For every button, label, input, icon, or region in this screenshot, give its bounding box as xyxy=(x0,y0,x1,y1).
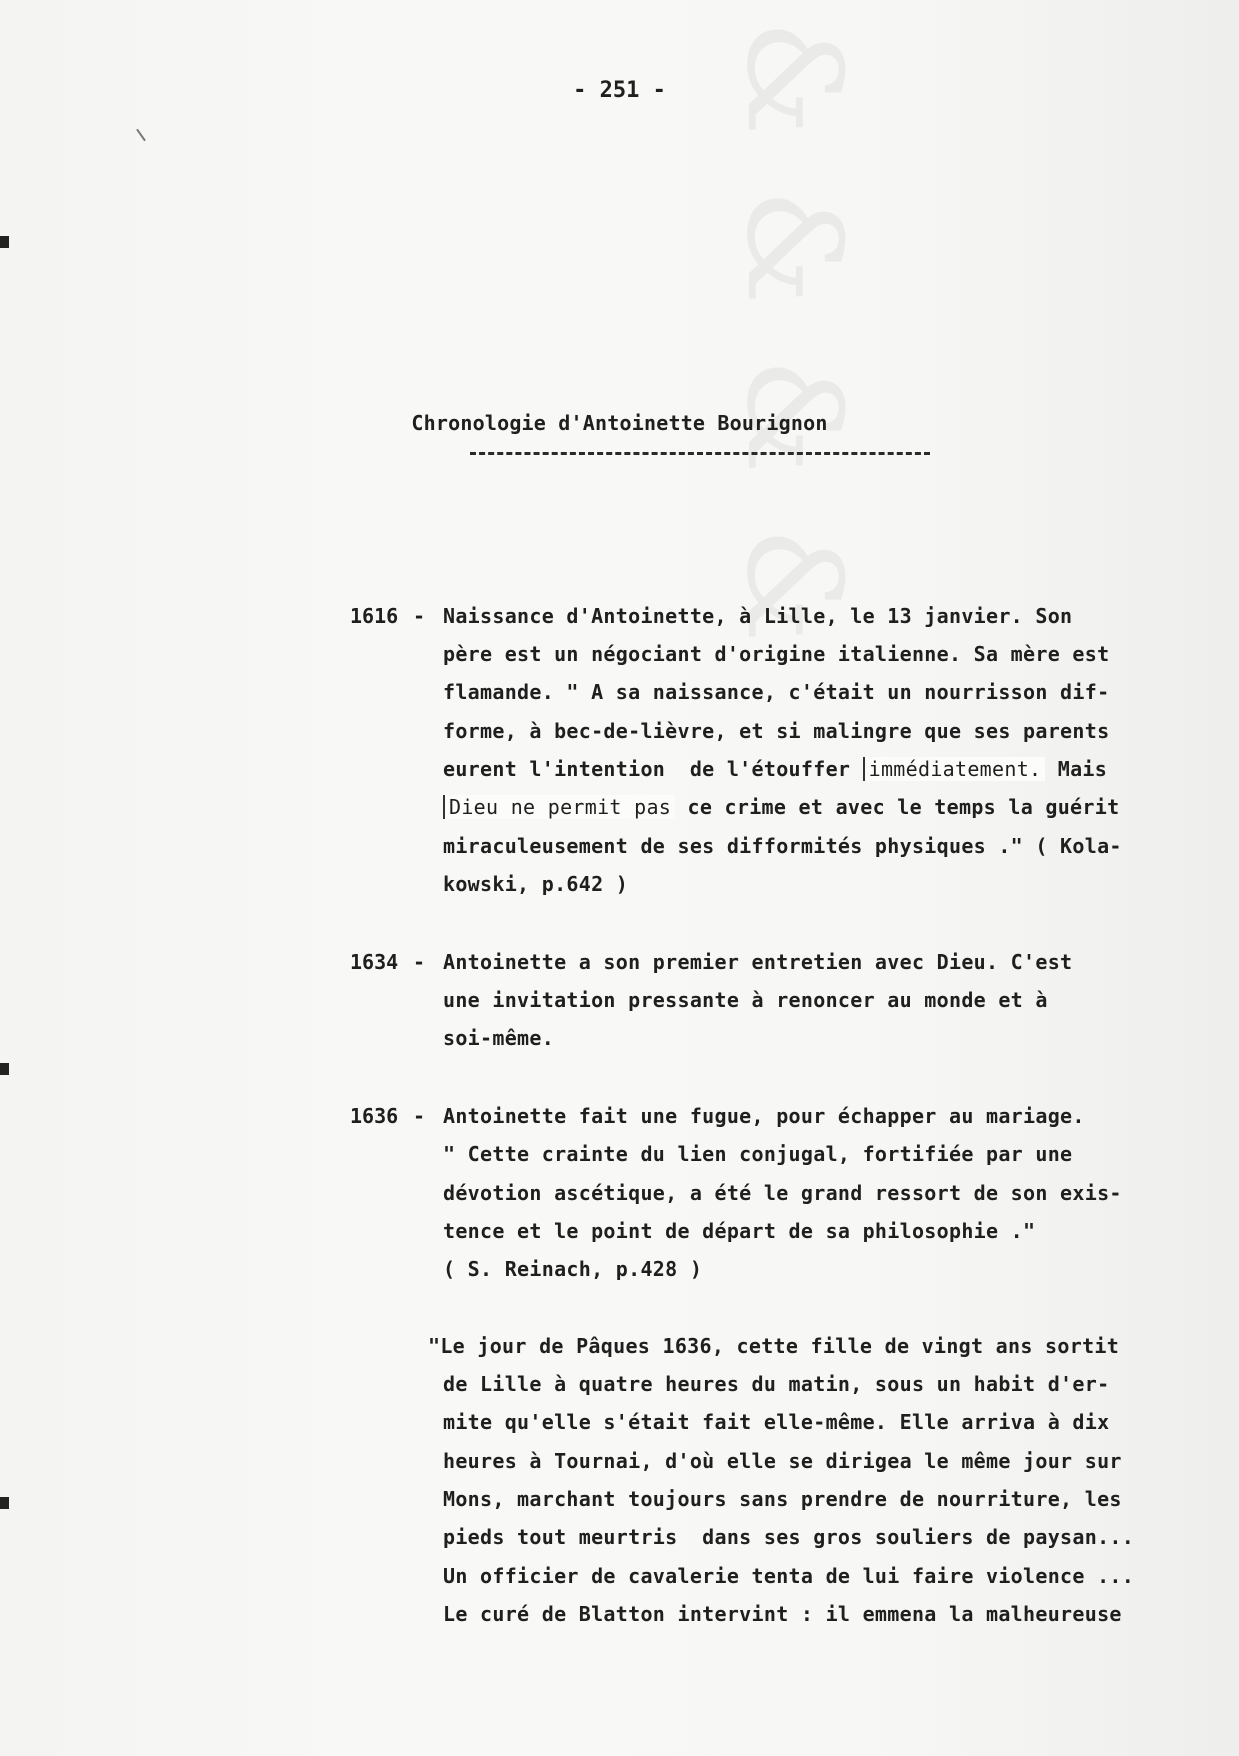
watermark-backdrop: & & & & xyxy=(718,20,870,649)
entry-line: eurent l'intention de l'étouffer immédiatement. Mais xyxy=(443,757,1108,781)
quote-line: Mons, marchant toujours sans prendre de nourriture, les xyxy=(443,1487,1122,1511)
entry-line: kowski, p.642 ) xyxy=(443,872,629,896)
quote-line: Le curé de Blatton intervint : il emmena la malheureuse xyxy=(443,1602,1122,1626)
title-underline xyxy=(470,452,930,459)
entry-dash: - xyxy=(413,604,426,628)
quote-line: pieds tout meurtris dans ses gros souliers de paysan... xyxy=(443,1525,1135,1549)
entry-line: flamande. " A sa naissance, c'était un nourrisson dif- xyxy=(443,680,1110,704)
quote-line: heures à Tournai, d'où elle se dirigea le même jour sur xyxy=(443,1449,1122,1473)
entry-dash: - xyxy=(413,950,426,974)
entry-line: Naissance d'Antoinette, à Lille, le 13 janvier. Son xyxy=(443,604,1073,628)
entry-year: 1634 xyxy=(350,950,399,974)
quote-line: "Le jour de Pâques 1636, cette fille de vingt ans sortit xyxy=(428,1334,1120,1358)
entry-year: 1636 xyxy=(350,1104,399,1128)
binding-mark xyxy=(0,1497,9,1509)
entry-line: Antoinette a son premier entretien avec Dieu. C'est xyxy=(443,950,1073,974)
entry-line: tence et le point de départ de sa philosophie ." xyxy=(443,1219,1036,1243)
entry-line: forme, à bec-de-lièvre, et si malingre que ses parents xyxy=(443,719,1110,743)
pasted-correction: Dieu ne permit pas xyxy=(443,795,675,819)
entry-line: Antoinette fait une fugue, pour échapper au mariage. xyxy=(443,1104,1085,1128)
entry-line: père est un négociant d'origine italienne. Sa mère est xyxy=(443,642,1110,666)
quote-line: mite qu'elle s'était fait elle-même. Elle arriva à dix xyxy=(443,1410,1110,1434)
pasted-correction: immédiatement. xyxy=(863,757,1046,781)
entry-line: Dieu ne permit pas ce crime et avec le temps la guérit xyxy=(443,794,1119,820)
binding-mark xyxy=(0,1063,9,1075)
entry-line: soi-même. xyxy=(443,1026,555,1050)
page-number: - 251 - xyxy=(573,78,666,103)
quote-line: Un officier de cavalerie tenta de lui faire violence ... xyxy=(443,1564,1135,1588)
page-title: Chronologie d'Antoinette Bourignon xyxy=(411,411,828,435)
entry-year: 1616 xyxy=(350,604,399,628)
entry-line: " Cette crainte du lien conjugal, fortifiée par une xyxy=(443,1142,1073,1166)
entry-line: miraculeusement de ses difformités physiques ." ( Kola- xyxy=(443,834,1122,858)
pen-mark xyxy=(136,129,146,142)
entry-line: ( S. Reinach, p.428 ) xyxy=(443,1257,703,1281)
entry-line: une invitation pressante à renoncer au monde et à xyxy=(443,988,1048,1012)
entry-line: dévotion ascétique, a été le grand ressort de son exis- xyxy=(443,1181,1122,1205)
quote-line: de Lille à quatre heures du matin, sous un habit d'er- xyxy=(443,1372,1110,1396)
entry-dash: - xyxy=(413,1104,426,1128)
binding-mark xyxy=(0,236,9,248)
